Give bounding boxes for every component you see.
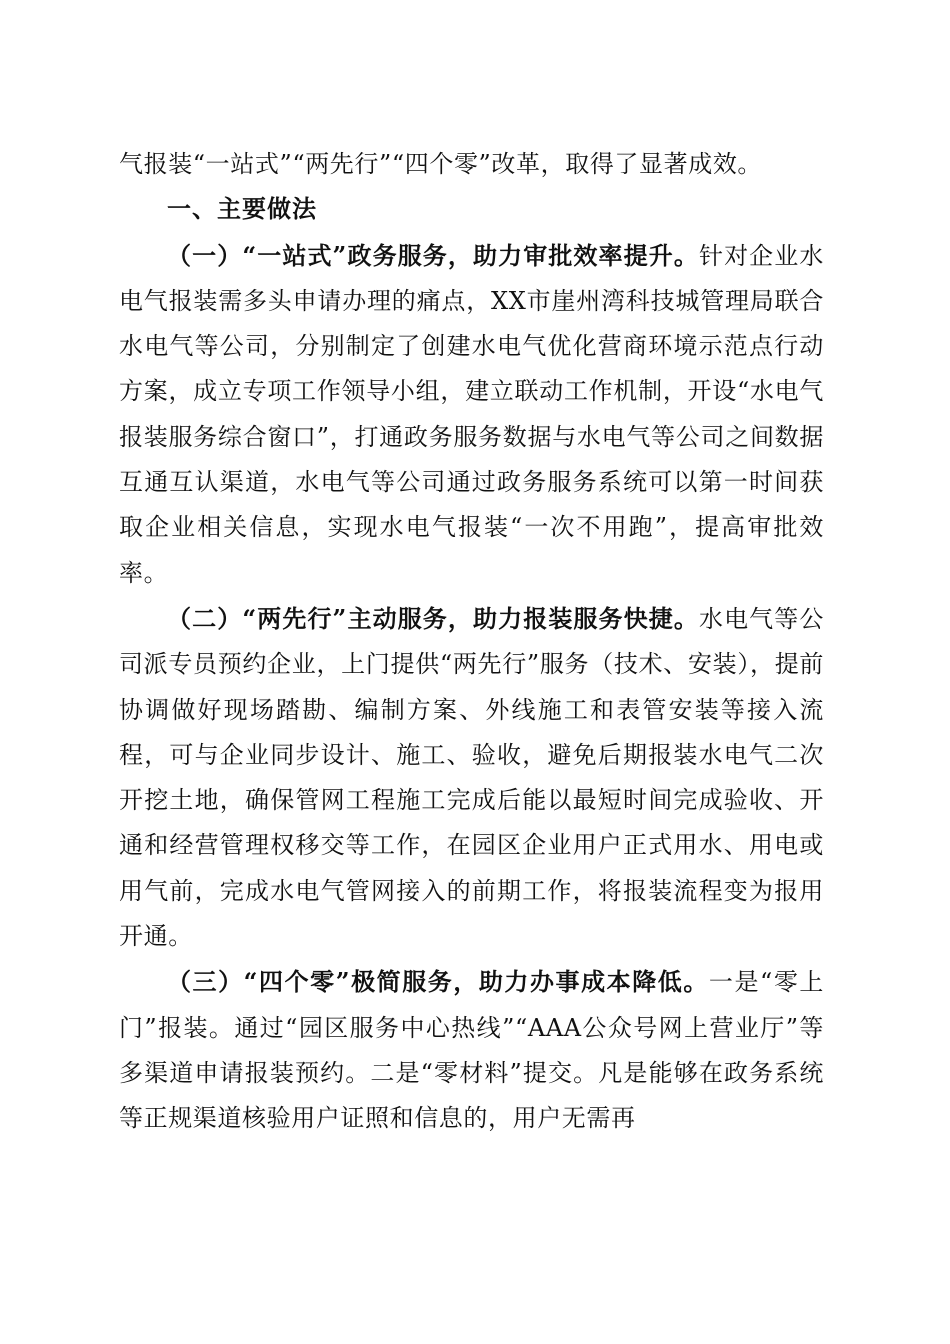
paragraph-body: 针对企业水电气报装需多头申请办理的痛点，XX市崖州湾科技城管理局联合水电气等公司，分别制定了创建水电气优化营商环境示范点行动方案，成立专项工作领导小组，建立联动工作机制，开设“水电气报装服务综合窗口”，打通政务服务数据与水电气等公司之间数据互通互认渠道，水电气等公司通过政务服务系统可以第一时间获取企业相关信息，实现水电气报装“一次不用跑”，提高审批效率。 — [119, 241, 824, 587]
paragraph-lead: （三）“四个零”极简服务，助力办事成本降低。 — [167, 967, 709, 997]
paragraph-body: 一是“零上门”报装。通过“园区服务中心热线”“AAA公众号网上营业厅”等多渠道申请报装预约。二是“零材料”提交。凡是能够在政务系统等正规渠道核验用户证照和信息的，用户无需再 — [119, 968, 824, 1133]
paragraph-lead: （一）“一站式”政务服务，助力审批效率提升。 — [167, 240, 699, 270]
paragraph-four-zero — [119, 959, 824, 1141]
paragraph-body: 水电气等公司派专员预约企业，上门提供“两先行”服务（技术、安装），提前协调做好现场踏勘、编制方案、外线施工和表管安装等接入流程，可与企业同步设计、施工、验收，避免后期报装水电气二次开挖土地，确保管网工程施工完成后能以最短时间完成验收、开通和经营管理权移交等工作，在园区企业用户正式用水、用电或用气前，完成水电气管网接入的前期工作，将报装流程变为报用开通。 — [119, 604, 824, 951]
paragraph-one-stop — [119, 233, 824, 596]
paragraph-lead: （二）“两先行”主动服务，助力报装服务快捷。 — [167, 603, 699, 633]
intro-paragraph-tail: 气报装“一站式”“两先行”“四个零”改革，取得了显著成效。 — [119, 150, 763, 178]
paragraph-two-first — [119, 596, 824, 959]
section-heading: 一、主要做法 — [167, 195, 317, 224]
document-body — [119, 142, 824, 1142]
